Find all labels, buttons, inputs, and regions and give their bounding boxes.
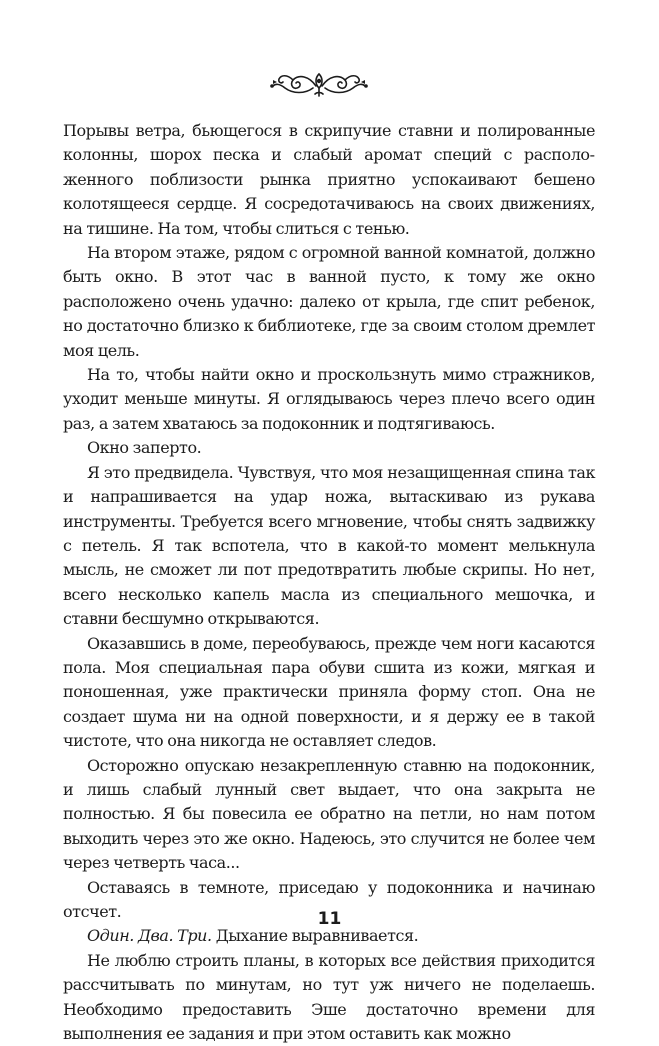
- paragraph: Оказавшись в доме, переобуваюсь, прежде чем ноги касаются пола. Моя специальная пара обуви сшита из кожи, мягкая и поношенная, уже практически приняла форму стоп. Она не создает шума ни на одной поверхности, и я держу ее в такой чистоте, что она никогда не оставляет следов.: [63, 633, 595, 751]
- paragraph: Оставаясь в темноте, приседаю у подоконника и начинаю отсчет.: [63, 877, 595, 921]
- countdown-italic: Один. Два. Три.: [87, 926, 212, 946]
- paragraph: Не люблю строить планы, в которых все действия приходится рассчитывать по минутам, но тут уж ничего не поделаешь. Необходимо предоставить Эше достаточно времени для выполнения ее задания и при этом оставить как можно: [63, 950, 595, 1044]
- paragraph: Порывы ветра, бьющегося в скрипучие ставни и полированные колонны, шорох песка и слабый аромат специй с расположенного поблизости рынка приятно успокаивают бешено колотящееся сердце. Я сосредотачиваюсь на своих движениях, на тишине. На том, чтобы слиться с тенью.: [63, 121, 595, 238]
- countdown-rest: Дыхание выравнивается.: [211, 926, 419, 946]
- paragraph: Окно заперто.: [87, 438, 202, 458]
- floral-ornament-icon: [269, 64, 369, 102]
- paragraph: На втором этаже, рядом с огромной ванной комнатой, должно быть окно. В этот час в ванной пусто, к тому же окно расположено очень удачно: далеко от крыла, где спит ребенок, но достаточно близко к библиотеке, где за своим столом дремлет моя цель.: [63, 243, 595, 360]
- paragraph: На то, чтобы найти окно и проскользнуть мимо стражников, уходит меньше минуты. Я оглядываюсь через плечо всего один раз, а затем хватаюсь за подоконник и подтягиваюсь.: [63, 365, 595, 433]
- page-number: 11: [317, 909, 342, 929]
- paragraph: Осторожно опускаю незакрепленную ставню на подоконник, и лишь слабый лунный свет выдает, что она закрыта не полностью. Я бы повесила ее обратно на петли, но нам потом выходить через это же окно. Надеюсь, это случится не более чем через четверть часа...: [63, 755, 595, 873]
- body-text: [63, 119, 595, 1046]
- paragraph: Я это предвидела. Чувствуя, что моя незащищенная спина так и напрашивается на удар ножа, вытаскиваю из рукава инструменты. Требуется всего мгновение, чтобы снять задвижку с петель. Я так вспотела, что в какой-то момент мелькнула мысль, не сможет ли пот предотвратить любые скрипы. Но нет, всего несколько капель масла из специального мешочка, и ставни бесшумно открываются.: [63, 462, 595, 629]
